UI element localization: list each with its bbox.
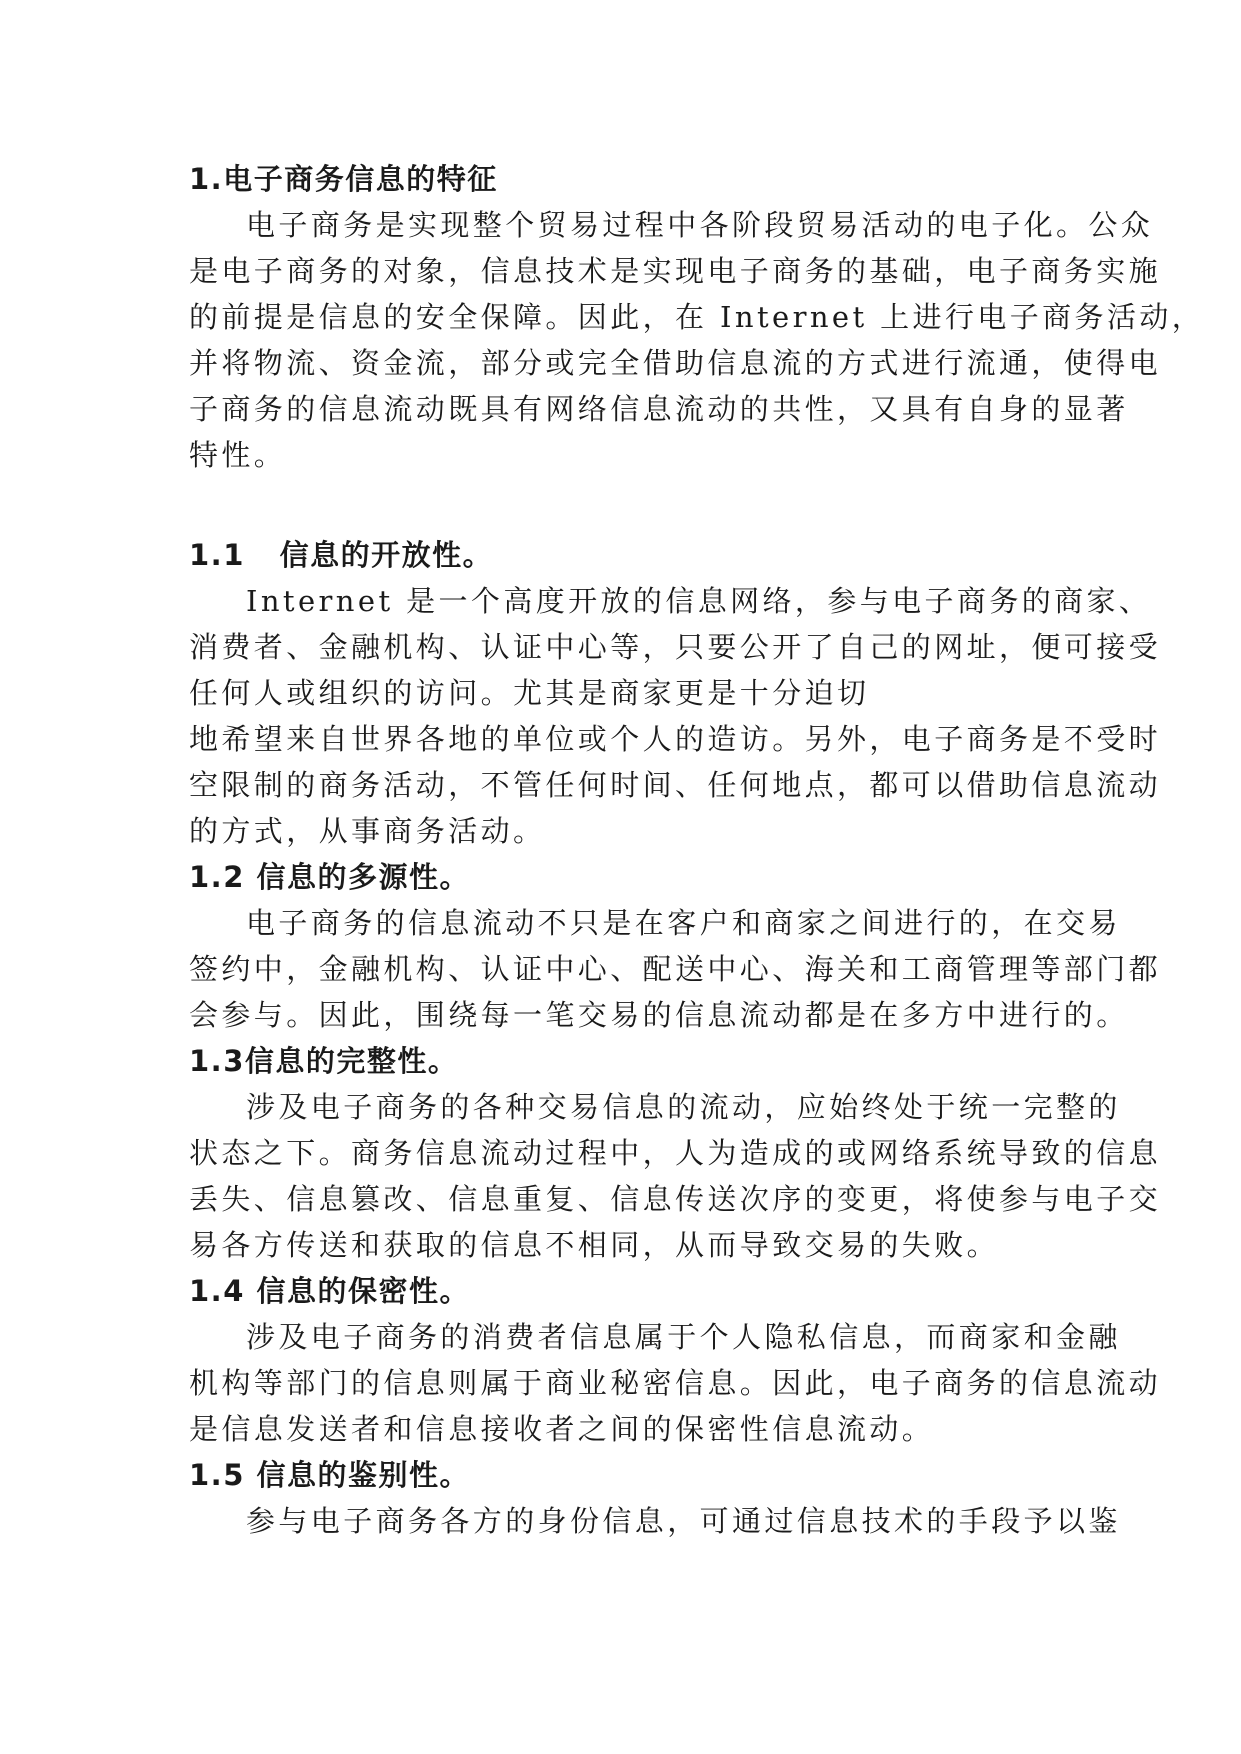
paragraph-line: 状态之下。商务信息流动过程中，人为造成的或网络系统导致的信息	[189, 1136, 1162, 1170]
paragraph-line: 丢失、信息篡改、信息重复、信息传送次序的变更，将使参与电子交	[189, 1182, 1162, 1216]
paragraph-line: 机构等部门的信息则属于商业秘密信息。因此，电子商务的信息流动	[189, 1366, 1162, 1400]
paragraph-line: 参与电子商务各方的身份信息，可通过信息技术的手段予以鉴	[246, 1504, 1121, 1538]
paragraph-line: 会参与。因此，围绕每一笔交易的信息流动都是在多方中进行的。	[189, 998, 1129, 1032]
paragraph-line: 空限制的商务活动，不管任何时间、任何地点，都可以借助信息流动	[189, 768, 1162, 802]
section-heading-1-4: 1.4 信息的保密性。	[189, 1274, 470, 1308]
section-heading-1-3: 1.3信息的完整性。	[189, 1044, 459, 1078]
paragraph-line: 签约中，金融机构、认证中心、配送中心、海关和工商管理等部门都	[189, 952, 1162, 986]
intro-line: 是电子商务的对象，信息技术是实现电子商务的基础，电子商务实施	[189, 254, 1162, 288]
intro-line: 电子商务是实现整个贸易过程中各阶段贸易活动的电子化。公众	[246, 208, 1154, 242]
section-heading-1-1: 1.1 信息的开放性。	[189, 538, 494, 572]
paragraph-line: Internet 是一个高度开放的信息网络，参与电子商务的商家、	[246, 584, 1152, 618]
intro-line: 并将物流、资金流，部分或完全借助信息流的方式进行流通，使得电	[189, 346, 1162, 380]
paragraph-line: 是信息发送者和信息接收者之间的保密性信息流动。	[189, 1412, 935, 1446]
paragraph-line: 易各方传送和获取的信息不相同，从而导致交易的失败。	[189, 1228, 1000, 1262]
intro-line: 的前提是信息的安全保障。因此，在 Internet 上进行电子商务活动，	[189, 300, 1205, 334]
paragraph-line: 涉及电子商务的各种交易信息的流动，应始终处于统一完整的	[246, 1090, 1121, 1124]
paragraph-line: 任何人或组织的访问。尤其是商家更是十分迫切	[189, 676, 870, 710]
main-heading: 1.电子商务信息的特征	[189, 162, 498, 196]
section-heading-1-2: 1.2 信息的多源性。	[189, 860, 470, 894]
paragraph-line: 电子商务的信息流动不只是在客户和商家之间进行的，在交易	[246, 906, 1121, 940]
section-heading-1-5: 1.5 信息的鉴别性。	[189, 1458, 470, 1492]
intro-line: 特性。	[189, 438, 287, 472]
intro-line: 子商务的信息流动既具有网络信息流动的共性，又具有自身的显著	[189, 392, 1129, 426]
paragraph-line: 涉及电子商务的消费者信息属于个人隐私信息，而商家和金融	[246, 1320, 1121, 1354]
paragraph-line: 的方式，从事商务活动。	[189, 814, 546, 848]
paragraph-line: 消费者、金融机构、认证中心等，只要公开了自己的网址，便可接受	[189, 630, 1162, 664]
paragraph-line: 地希望来自世界各地的单位或个人的造访。另外，电子商务是不受时	[189, 722, 1162, 756]
